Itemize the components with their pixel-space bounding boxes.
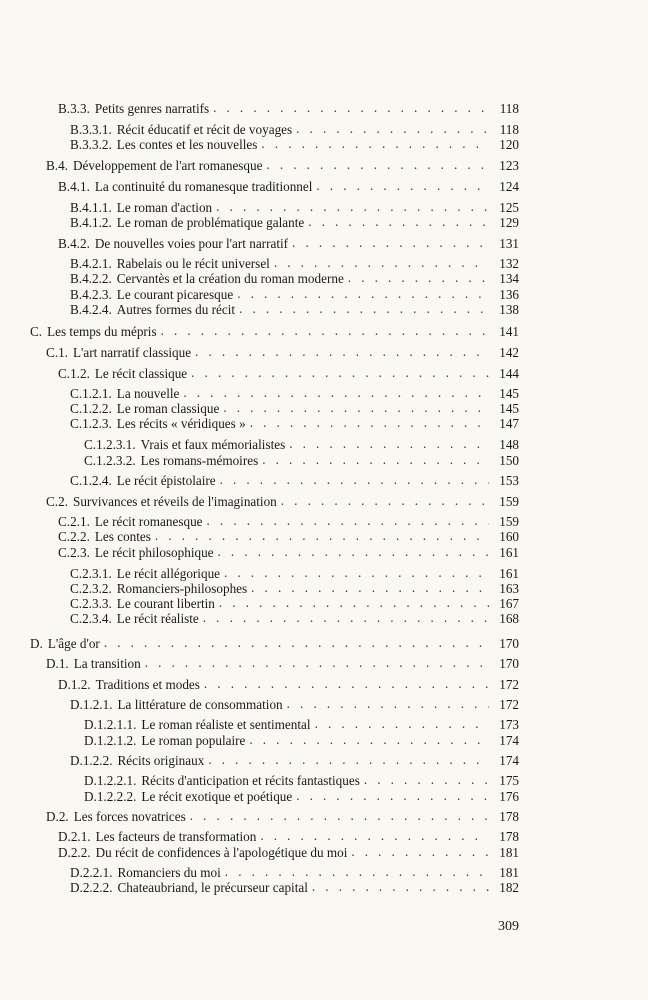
page-ref: 175: [499, 773, 519, 788]
toc-entry: [70, 611, 519, 627]
toc-entry: [58, 179, 519, 195]
section-number: D.1.2.2.2.: [84, 789, 137, 804]
section-title: Récits d'anticipation et récits fantastiques: [141, 773, 360, 788]
toc-entry: [70, 753, 519, 769]
dot-leader: [223, 400, 489, 416]
dot-leader: [289, 436, 489, 452]
dot-leader: [218, 544, 489, 560]
section-number: D.1.2.: [58, 677, 91, 692]
page-ref: 170: [499, 636, 519, 651]
dot-leader: [237, 286, 489, 302]
dot-leader: [220, 472, 489, 488]
toc-entry: [58, 529, 519, 545]
toc-entry: [70, 697, 519, 713]
page-ref: 118: [499, 122, 519, 137]
toc-entry: [70, 137, 519, 153]
dot-leader: [296, 121, 489, 137]
dot-leader: [287, 696, 489, 712]
section-number: C.1.: [46, 345, 68, 360]
toc-entry: [46, 345, 519, 361]
dot-leader: [274, 255, 489, 271]
page-ref: 123: [499, 158, 519, 173]
page-ref: 148: [499, 437, 519, 452]
toc-entry: [70, 302, 519, 318]
section-number: B.3.3.1.: [70, 122, 112, 137]
page-ref: 144: [499, 366, 519, 381]
dot-leader: [364, 772, 489, 788]
dot-leader: [249, 732, 489, 748]
toc-entry: [58, 829, 519, 845]
section-number: D.2.: [46, 809, 69, 824]
page-ref: 160: [499, 529, 519, 544]
section-number: C.2.: [46, 494, 68, 509]
section-title: Cervantès et la création du roman moderne: [116, 271, 344, 286]
toc-entry: [70, 271, 519, 287]
toc-entry: [58, 845, 519, 861]
dot-leader: [250, 415, 489, 431]
toc-entry: [46, 656, 519, 672]
dot-leader: [296, 788, 489, 804]
page-ref: 145: [499, 401, 519, 416]
section-title: L'âge d'or: [47, 636, 100, 651]
page-ref: 124: [499, 179, 519, 194]
page-ref: 159: [499, 514, 519, 529]
page-ref: 142: [499, 345, 519, 360]
toc-entry: [58, 677, 519, 693]
dot-leader: [281, 493, 489, 509]
page-ref: 159: [499, 494, 519, 509]
toc-entry: [70, 215, 519, 231]
section-number: B.3.3.2.: [70, 137, 112, 152]
section-number: B.4.2.4.: [70, 302, 112, 317]
dot-leader: [191, 365, 489, 381]
dot-leader: [104, 635, 489, 651]
section-number: D.1.2.1.2.: [84, 733, 137, 748]
page-ref: 153: [499, 473, 519, 488]
section-title: La littérature de consommation: [117, 697, 283, 712]
section-number: D.1.2.1.: [70, 697, 113, 712]
dot-leader: [145, 655, 489, 671]
section-number: D.2.2.1.: [70, 865, 113, 880]
section-title: Les contes et les nouvelles: [116, 137, 258, 152]
page-ref: 134: [499, 271, 519, 286]
dot-leader: [251, 580, 489, 596]
page-ref: 167: [499, 596, 519, 611]
dot-leader: [204, 676, 489, 692]
section-title: Récit éducatif et récit de voyages: [116, 122, 293, 137]
section-title: La nouvelle: [116, 386, 180, 401]
page-ref: 131: [499, 236, 519, 251]
section-title: Les facteurs de transformation: [95, 829, 257, 844]
dot-leader: [195, 344, 489, 360]
section-number: C.1.2.2.: [70, 401, 112, 416]
toc-entry: [58, 236, 519, 252]
dot-leader: [261, 136, 489, 152]
page-ref: 168: [499, 611, 519, 626]
toc-entry: [84, 789, 519, 805]
toc-entry: [84, 717, 519, 733]
dot-leader: [213, 100, 489, 116]
section-title: Le récit romanesque: [94, 514, 203, 529]
section-number: C.2.3.2.: [70, 581, 112, 596]
dot-leader: [312, 879, 489, 895]
page-ref: 182: [499, 880, 519, 895]
section-number: C.1.2.: [58, 366, 90, 381]
section-number: C.2.3.: [58, 545, 90, 560]
dot-leader: [207, 513, 489, 529]
section-number: B.4.2.1.: [70, 256, 112, 271]
section-title: Le roman réaliste et sentimental: [141, 717, 311, 732]
section-number: C.2.3.3.: [70, 596, 112, 611]
section-number: C.1.2.3.2.: [84, 453, 136, 468]
section-title: Autres formes du récit: [116, 302, 236, 317]
section-number: C.2.1.: [58, 514, 90, 529]
dot-leader: [260, 828, 489, 844]
page-ref: 132: [499, 256, 519, 271]
dot-leader: [183, 385, 489, 401]
toc-entry: [84, 733, 519, 749]
toc-entry: [30, 636, 519, 652]
page-ref: 129: [499, 215, 519, 230]
section-number: C.2.2.: [58, 529, 90, 544]
section-title: Le courant libertin: [116, 596, 215, 611]
section-title: Romanciers-philosophes: [116, 581, 248, 596]
section-title: Petits genres narratifs: [94, 101, 210, 116]
section-number: B.4.1.2.: [70, 215, 112, 230]
dot-leader: [216, 199, 489, 215]
page-ref: 141: [499, 324, 519, 339]
page-ref: 173: [499, 717, 519, 732]
section-number: C.1.2.3.1.: [84, 437, 136, 452]
dot-leader: [203, 610, 489, 626]
dot-leader: [161, 323, 489, 339]
page-ref: 138: [499, 302, 519, 317]
section-title: Le récit réaliste: [116, 611, 199, 626]
section-title: Récits originaux: [117, 753, 205, 768]
dot-leader: [315, 716, 489, 732]
dot-leader: [219, 595, 489, 611]
section-title: Traditions et modes: [95, 677, 200, 692]
section-title: La continuité du romanesque traditionnel: [94, 179, 313, 194]
section-number: C.1.2.4.: [70, 473, 112, 488]
page-ref: 136: [499, 287, 519, 302]
page-ref: 118: [499, 101, 519, 116]
page-ref: 170: [499, 656, 519, 671]
section-title: Le roman classique: [116, 401, 220, 416]
section-title: La transition: [73, 656, 141, 671]
section-number: D.1.: [46, 656, 69, 671]
dot-leader: [292, 235, 489, 251]
dot-leader: [208, 752, 489, 768]
toc-entry: [70, 473, 519, 489]
page-ref: 178: [499, 829, 519, 844]
toc-entry: [84, 453, 519, 469]
dot-leader: [348, 270, 489, 286]
section-number: B.3.3.: [58, 101, 90, 116]
section-title: Développement de l'art romanesque: [72, 158, 263, 173]
section-title: Romanciers du moi: [117, 865, 221, 880]
section-title: Le récit exotique et poétique: [141, 789, 293, 804]
page-ref: 161: [499, 545, 519, 560]
page-ref: 181: [499, 865, 519, 880]
section-title: Le récit épistolaire: [116, 473, 216, 488]
section-title: Du récit de confidences à l'apologétique du moi: [95, 845, 348, 860]
dot-leader: [190, 808, 489, 824]
page-ref: 172: [499, 677, 519, 692]
page-number: 309: [498, 919, 519, 934]
section-title: Le roman populaire: [141, 733, 246, 748]
toc-entry: [58, 366, 519, 382]
section-number: B.4.2.3.: [70, 287, 112, 302]
section-title: Les contes: [94, 529, 151, 544]
dot-leader: [224, 565, 489, 581]
page-ref: 176: [499, 789, 519, 804]
section-title: Le roman d'action: [116, 200, 213, 215]
section-number: B.4.1.1.: [70, 200, 112, 215]
dot-leader: [155, 528, 489, 544]
section-title: L'art narratif classique: [72, 345, 192, 360]
page-ref: 150: [499, 453, 519, 468]
section-number: D.1.2.2.1.: [84, 773, 137, 788]
section-title: Les temps du mépris: [47, 324, 157, 339]
section-number: C.: [30, 324, 43, 339]
section-title: Le récit allégorique: [116, 566, 221, 581]
toc-entry: [84, 437, 519, 453]
section-number: D.2.2.2.: [70, 880, 113, 895]
section-title: Survivances et réveils de l'imagination: [72, 494, 277, 509]
section-title: Le courant picaresque: [116, 287, 234, 302]
section-title: Chateaubriand, le précurseur capital: [117, 880, 308, 895]
toc-entry: [84, 773, 519, 789]
section-number: D.2.1.: [58, 829, 91, 844]
dot-leader: [351, 844, 489, 860]
section-title: Vrais et faux mémorialistes: [140, 437, 286, 452]
section-number: D.2.2.: [58, 845, 91, 860]
toc-entry: [70, 416, 519, 432]
section-number: C.2.3.4.: [70, 611, 112, 626]
section-title: Les récits « véridiques »: [116, 416, 246, 431]
section-number: B.4.2.2.: [70, 271, 112, 286]
section-number: B.4.1.: [58, 179, 90, 194]
section-number: D.1.2.2.: [70, 753, 113, 768]
toc-entry: [30, 324, 519, 340]
section-number: B.4.2.: [58, 236, 90, 251]
section-title: De nouvelles voies pour l'art narratif: [94, 236, 289, 251]
page-ref: 145: [499, 386, 519, 401]
dot-leader: [308, 214, 489, 230]
page-ref: 174: [499, 733, 519, 748]
page-ref: 120: [499, 137, 519, 152]
section-number: D.1.2.1.1.: [84, 717, 137, 732]
dot-leader: [266, 157, 489, 173]
toc-entry: [46, 158, 519, 174]
toc-entry: [46, 809, 519, 825]
page-ref: 125: [499, 200, 519, 215]
page-ref: 178: [499, 809, 519, 824]
section-title: Le récit classique: [94, 366, 188, 381]
toc-entry: [46, 494, 519, 510]
toc-entry: [58, 101, 519, 117]
section-number: B.4.: [46, 158, 68, 173]
section-number: C.2.3.1.: [70, 566, 112, 581]
section-title: Le récit philosophique: [94, 545, 214, 560]
toc-entry: [58, 545, 519, 561]
dot-leader: [239, 301, 489, 317]
section-number: D.: [30, 636, 43, 651]
section-title: Le roman de problématique galante: [116, 215, 305, 230]
page-ref: 147: [499, 416, 519, 431]
section-title: Les forces novatrices: [73, 809, 186, 824]
page-ref: 163: [499, 581, 519, 596]
page-ref: 181: [499, 845, 519, 860]
page-ref: 174: [499, 753, 519, 768]
page-ref: 161: [499, 566, 519, 581]
section-number: C.1.2.3.: [70, 416, 112, 431]
dot-leader: [262, 452, 489, 468]
section-number: C.1.2.1.: [70, 386, 112, 401]
dot-leader: [316, 178, 489, 194]
section-title: Rabelais ou le récit universel: [116, 256, 270, 271]
page-ref: 172: [499, 697, 519, 712]
dot-leader: [225, 864, 489, 880]
section-title: Les romans-mémoires: [140, 453, 259, 468]
toc-entry: [70, 880, 519, 896]
